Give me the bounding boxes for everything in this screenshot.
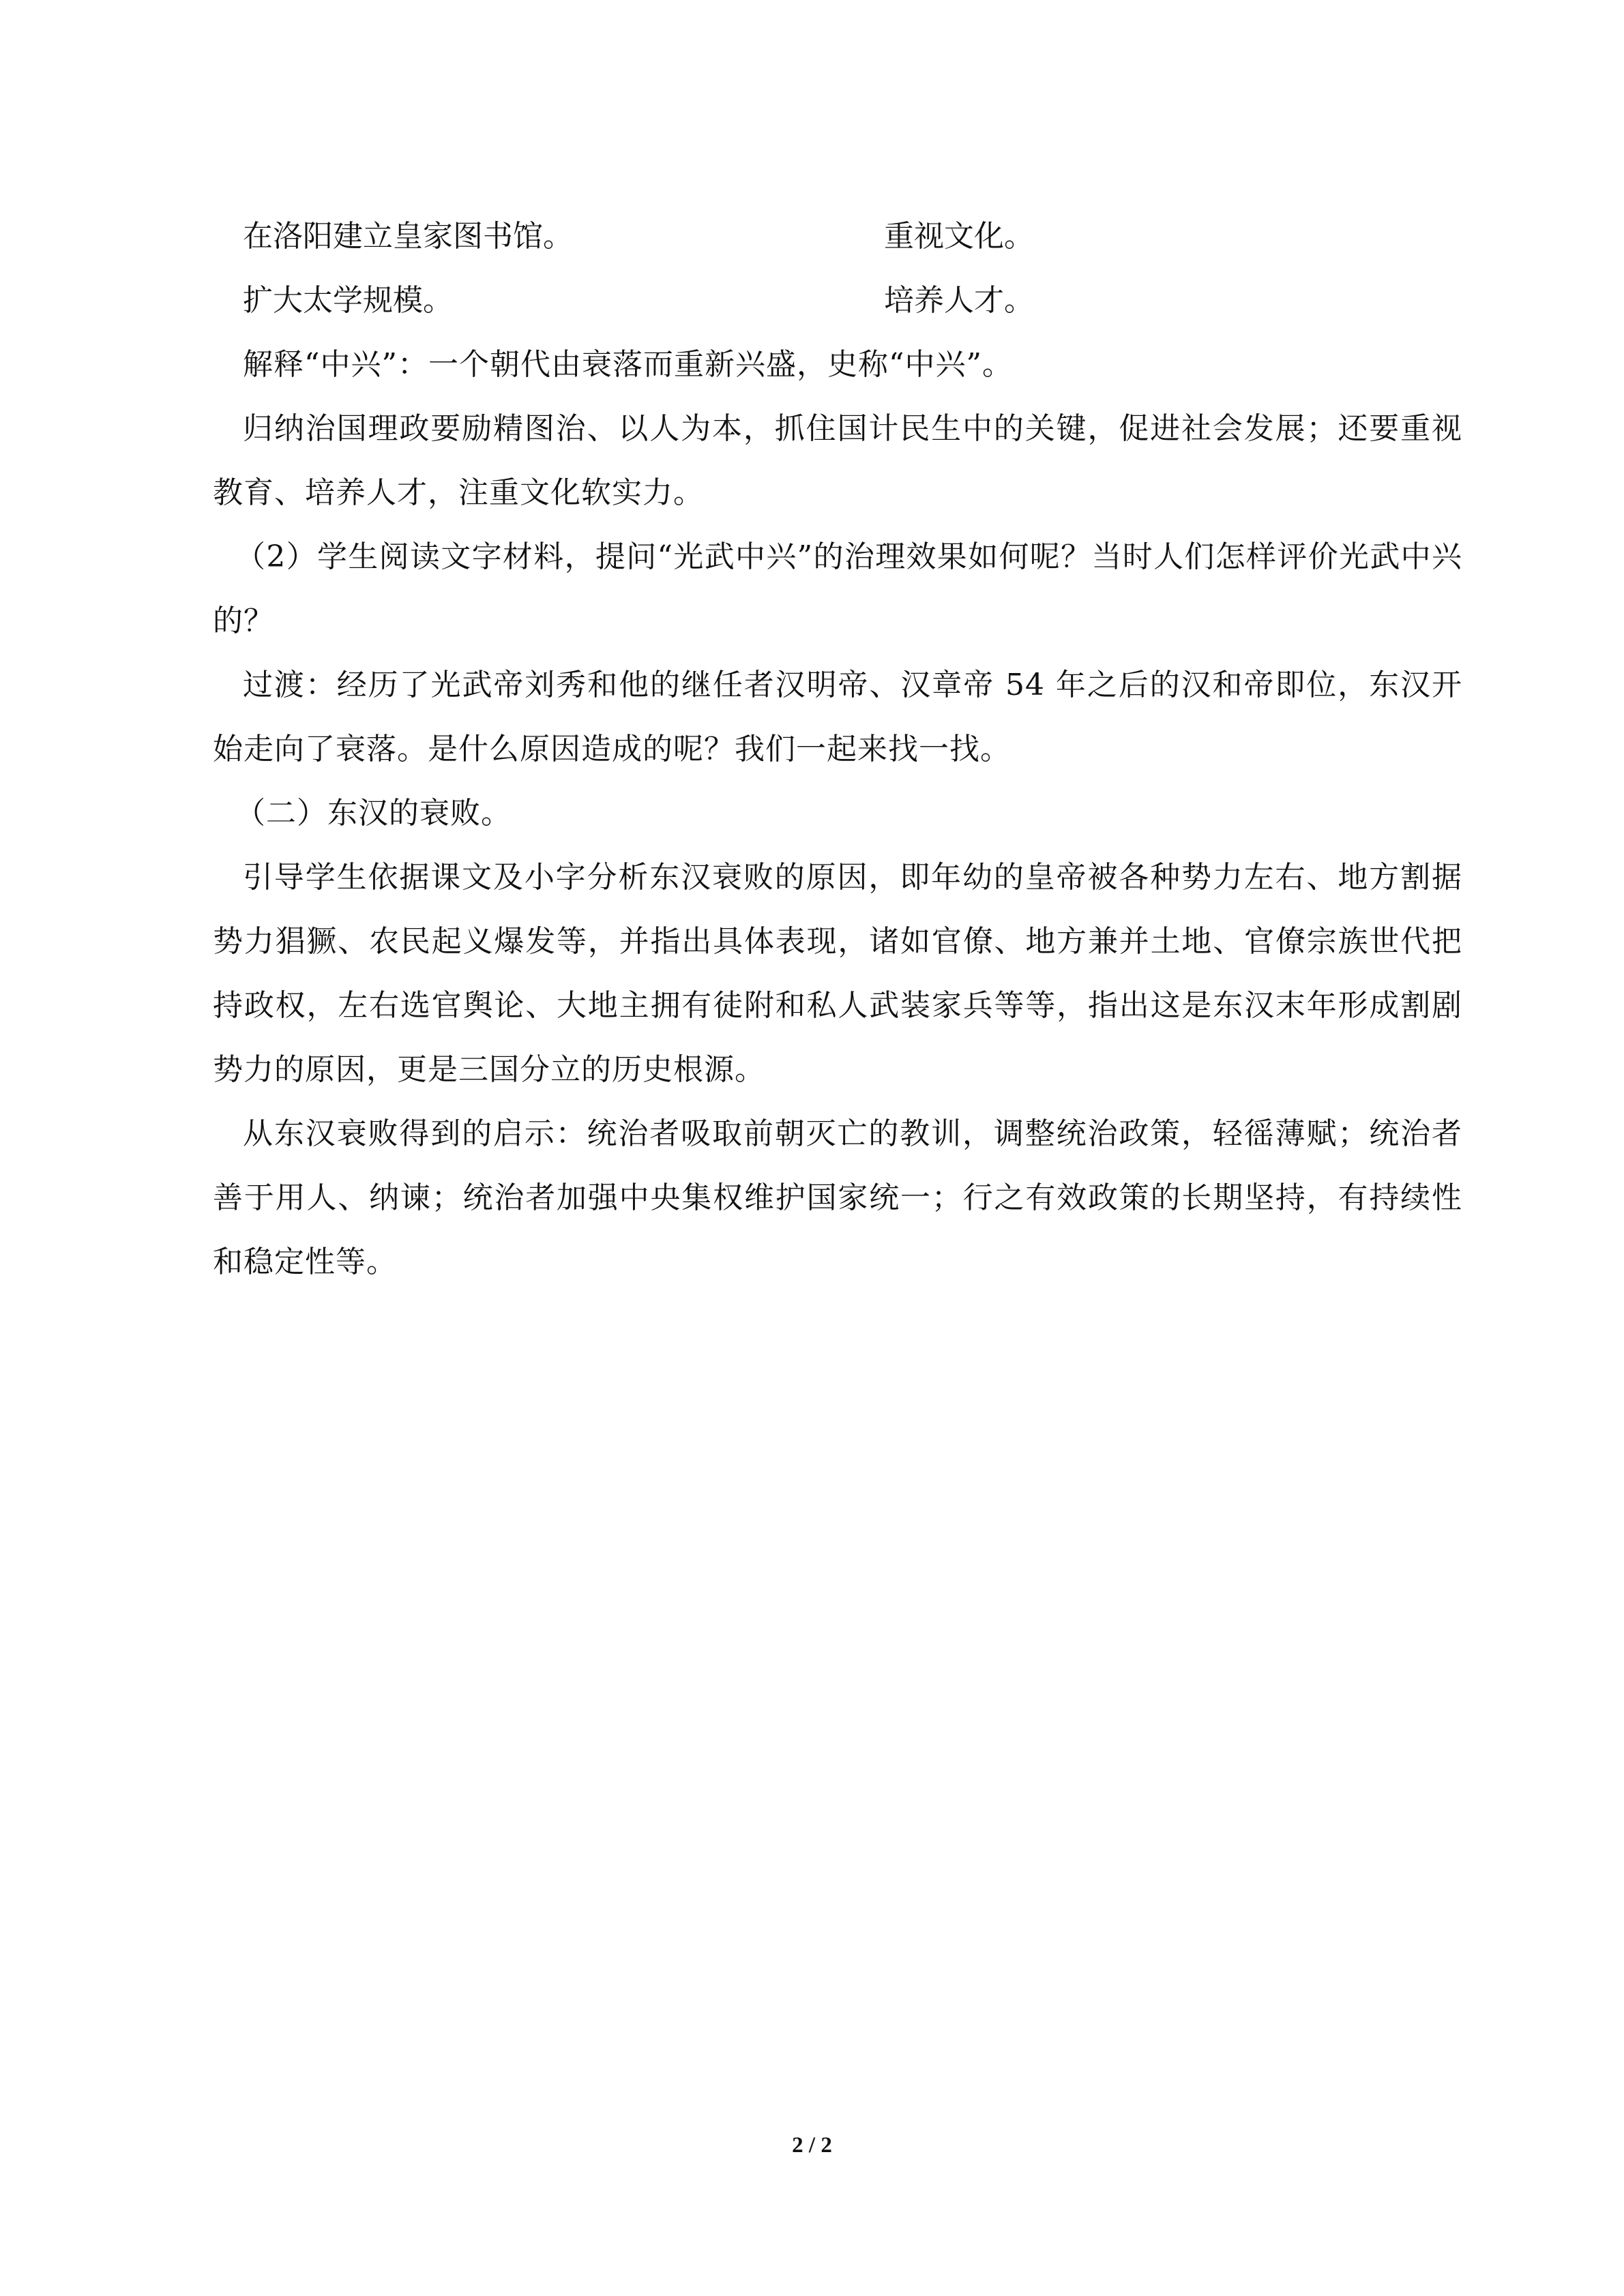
row-left-text: 扩大太学规模。 (243, 283, 453, 318)
paragraph: 从东汉衰败得到的启示：统治者吸取前朝灭亡的教训，调整统治政策，轻徭薄赋；统治者善于用人、纳谏；统治者加强中央集权维护国家统一；行之有效政策的长期坚持，有持续性和稳定性等。 (213, 1116, 1462, 1279)
paragraph: 归纳治国理政要励精图治、以人为本，抓住国计民生中的关键，促进社会发展；还要重视教育、培养人才，注重文化软实力。 (213, 411, 1462, 510)
page-number: 2 / 2 (792, 2133, 832, 2158)
paired-row (213, 205, 1462, 269)
paragraph: 引导学生依据课文及小字分析东汉衰败的原因，即年幼的皇帝被各种势力左右、地方割据势力猖獗、农民起义爆发等，并指出具体表现，诸如官僚、地方兼并土地、官僚宗族世代把持政权，左右选官舆论、大地主拥有徒附和私人武装家兵等等，指出这是东汉末年形成割剧势力的原因，更是三国分立的历史根源。 (213, 860, 1462, 1087)
section-heading: （二）东汉的衰败。 (235, 796, 512, 831)
paired-row (213, 269, 1462, 333)
row-right-text: 重视文化。 (884, 219, 1034, 254)
document-body (213, 205, 1462, 1294)
row-left-text: 在洛阳建立皇家图书馆。 (243, 219, 573, 254)
paragraph: 过渡：经历了光武帝刘秀和他的继任者汉明帝、汉章帝 54 年之后的汉和帝即位，东汉开始走向了衰落。是什么原因造成的呢？我们一起来找一找。 (213, 668, 1462, 766)
paragraph: （2）学生阅读文字材料，提问“光武中兴”的治理效果如何呢？当时人们怎样评价光武中兴的？ (213, 539, 1462, 638)
row-right-text: 培养人才。 (884, 283, 1034, 318)
paragraph: 解释“中兴”：一个朝代由衰落而重新兴盛，史称“中兴”。 (243, 347, 1013, 382)
